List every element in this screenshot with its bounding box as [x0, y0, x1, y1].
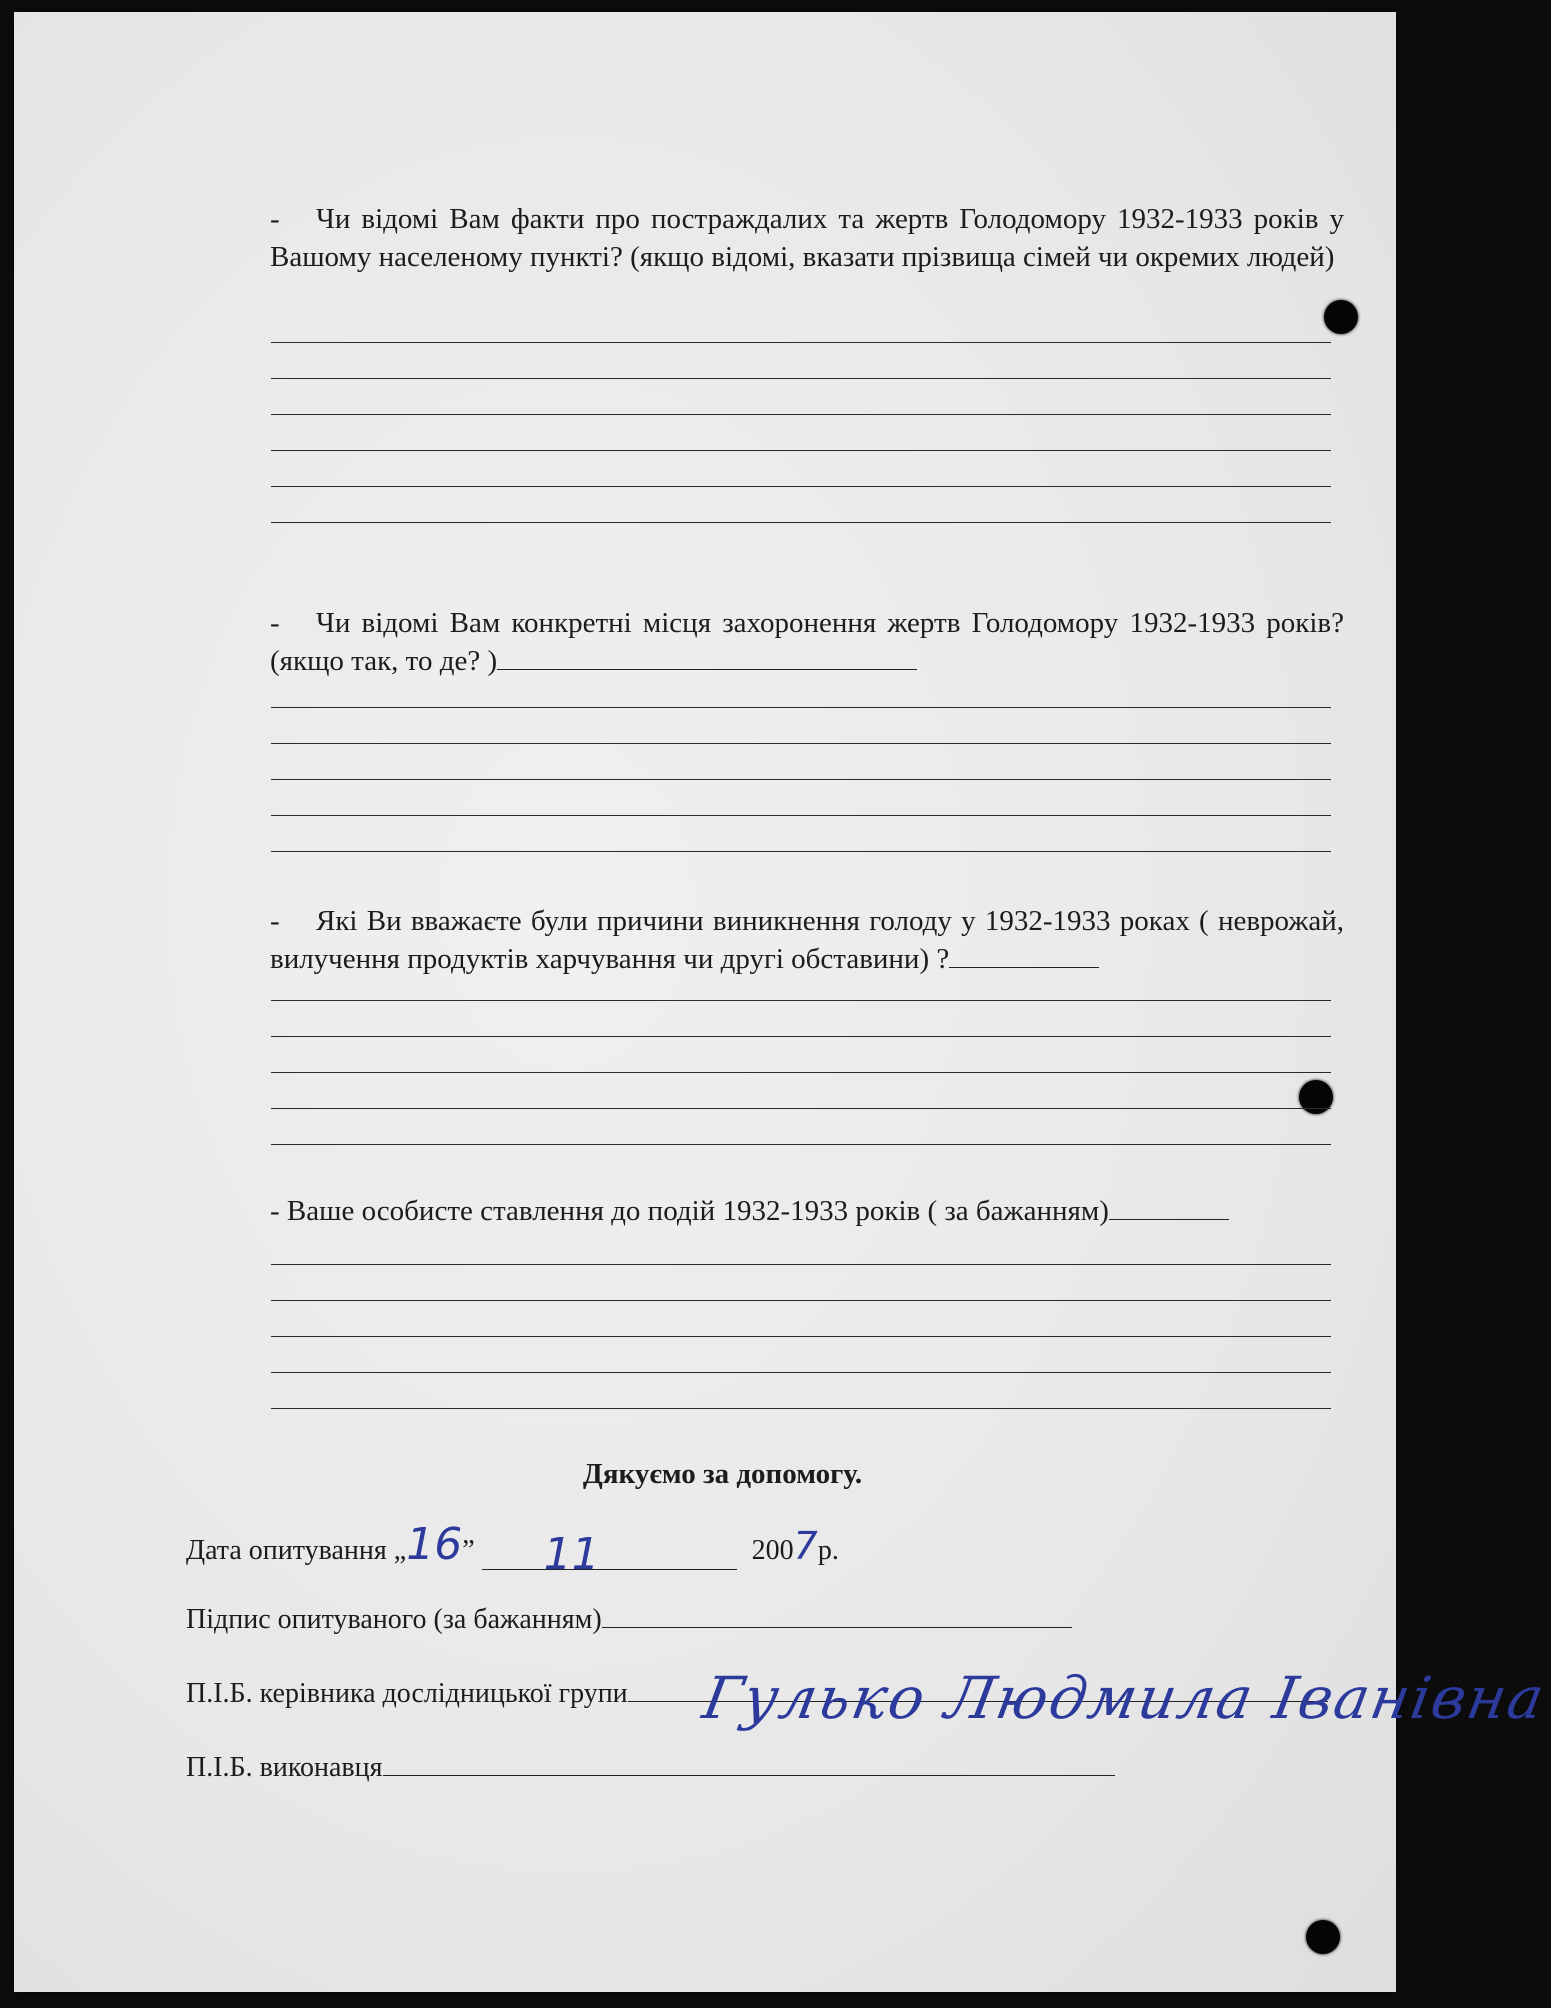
executor-row — [186, 1750, 1115, 1786]
answer-inline-blank[interactable] — [949, 966, 1099, 968]
answer-line[interactable] — [271, 779, 1331, 780]
question-text: Які Ви вважаєте були причини виникнення голоду у 1932-1933 роках ( неврожай, вилучення продуктів харчування чи другі обставини) ? — [270, 905, 1344, 975]
answer-line[interactable] — [271, 1372, 1331, 1373]
punch-hole-top — [1324, 300, 1358, 334]
date-day-handwritten[interactable]: 16 — [406, 1519, 463, 1570]
answer-line[interactable] — [271, 1000, 1331, 1001]
question-dash: - — [270, 905, 280, 937]
answer-line[interactable] — [271, 815, 1331, 816]
document-page — [14, 12, 1551, 1992]
date-month-handwritten: 11 — [543, 1529, 600, 1580]
executor-label: П.І.Б. виконавця — [186, 1752, 383, 1783]
question-dash: - — [270, 1195, 287, 1227]
answer-line[interactable] — [271, 342, 1331, 343]
answer-line[interactable] — [271, 1036, 1331, 1037]
signature-label: Підпис опитуваного (за бажанням) — [186, 1604, 602, 1635]
answer-line[interactable] — [271, 1264, 1331, 1265]
date-year-suffix: р. — [817, 1535, 839, 1566]
answer-line[interactable] — [271, 1108, 1331, 1109]
answer-line[interactable] — [271, 707, 1331, 708]
executor-field[interactable] — [383, 1774, 1115, 1776]
date-label: Дата опитування — [186, 1535, 387, 1566]
answer-line[interactable] — [271, 1408, 1331, 1409]
question-text: Чи відомі Вам факти про постраждалих та жертв Голодомору 1932-1933 років у Вашому населеному пункті? (якщо відомі, вказати прізвища сімей чи окремих людей) — [270, 203, 1344, 273]
answer-line[interactable] — [271, 851, 1331, 852]
answer-inline-blank[interactable] — [497, 668, 917, 670]
answer-line[interactable] — [271, 1336, 1331, 1337]
answer-line[interactable] — [271, 450, 1331, 451]
date-year-digit-handwritten[interactable]: 7 — [793, 1524, 818, 1568]
question-causes — [270, 902, 1344, 978]
date-open-quote: „ — [393, 1535, 407, 1566]
signature-field[interactable] — [602, 1626, 1072, 1628]
respondent-signature-row — [186, 1602, 1072, 1638]
question-dash: - — [270, 607, 280, 639]
answer-line[interactable] — [271, 1300, 1331, 1301]
question-attitude — [270, 1192, 1344, 1230]
leader-label: П.І.Б. керівника дослідницької групи — [186, 1678, 628, 1709]
answer-line[interactable] — [271, 414, 1331, 415]
answer-line[interactable] — [271, 1144, 1331, 1145]
leader-name-handwritten: Гулько Людмила Іванівна — [698, 1664, 1551, 1732]
answer-line[interactable] — [271, 1072, 1331, 1073]
date-year-prefix: 200 — [751, 1535, 794, 1566]
answer-line[interactable] — [271, 378, 1331, 379]
date-close-quote: ” — [462, 1535, 475, 1566]
answer-line[interactable] — [271, 486, 1331, 487]
question-burial — [270, 604, 1344, 680]
thanks-heading: Дякуємо за допомогу. — [582, 1458, 863, 1490]
answer-line[interactable] — [271, 522, 1331, 523]
question-dash: - — [270, 203, 280, 235]
question-victims — [270, 200, 1344, 276]
question-text: Ваше особисте ставлення до подій 1932-1933 років ( за бажанням) — [286, 1195, 1109, 1227]
survey-date-row — [186, 1519, 839, 1580]
date-month-field[interactable] — [482, 1529, 737, 1580]
question-text: Чи відомі Вам конкретні місця захоронення жертв Голодомору 1932-1933 років? (якщо так, то де? ) — [270, 607, 1344, 677]
punch-hole-bottom — [1306, 1920, 1340, 1954]
answer-line[interactable] — [271, 743, 1331, 744]
answer-inline-blank[interactable] — [1109, 1218, 1229, 1220]
